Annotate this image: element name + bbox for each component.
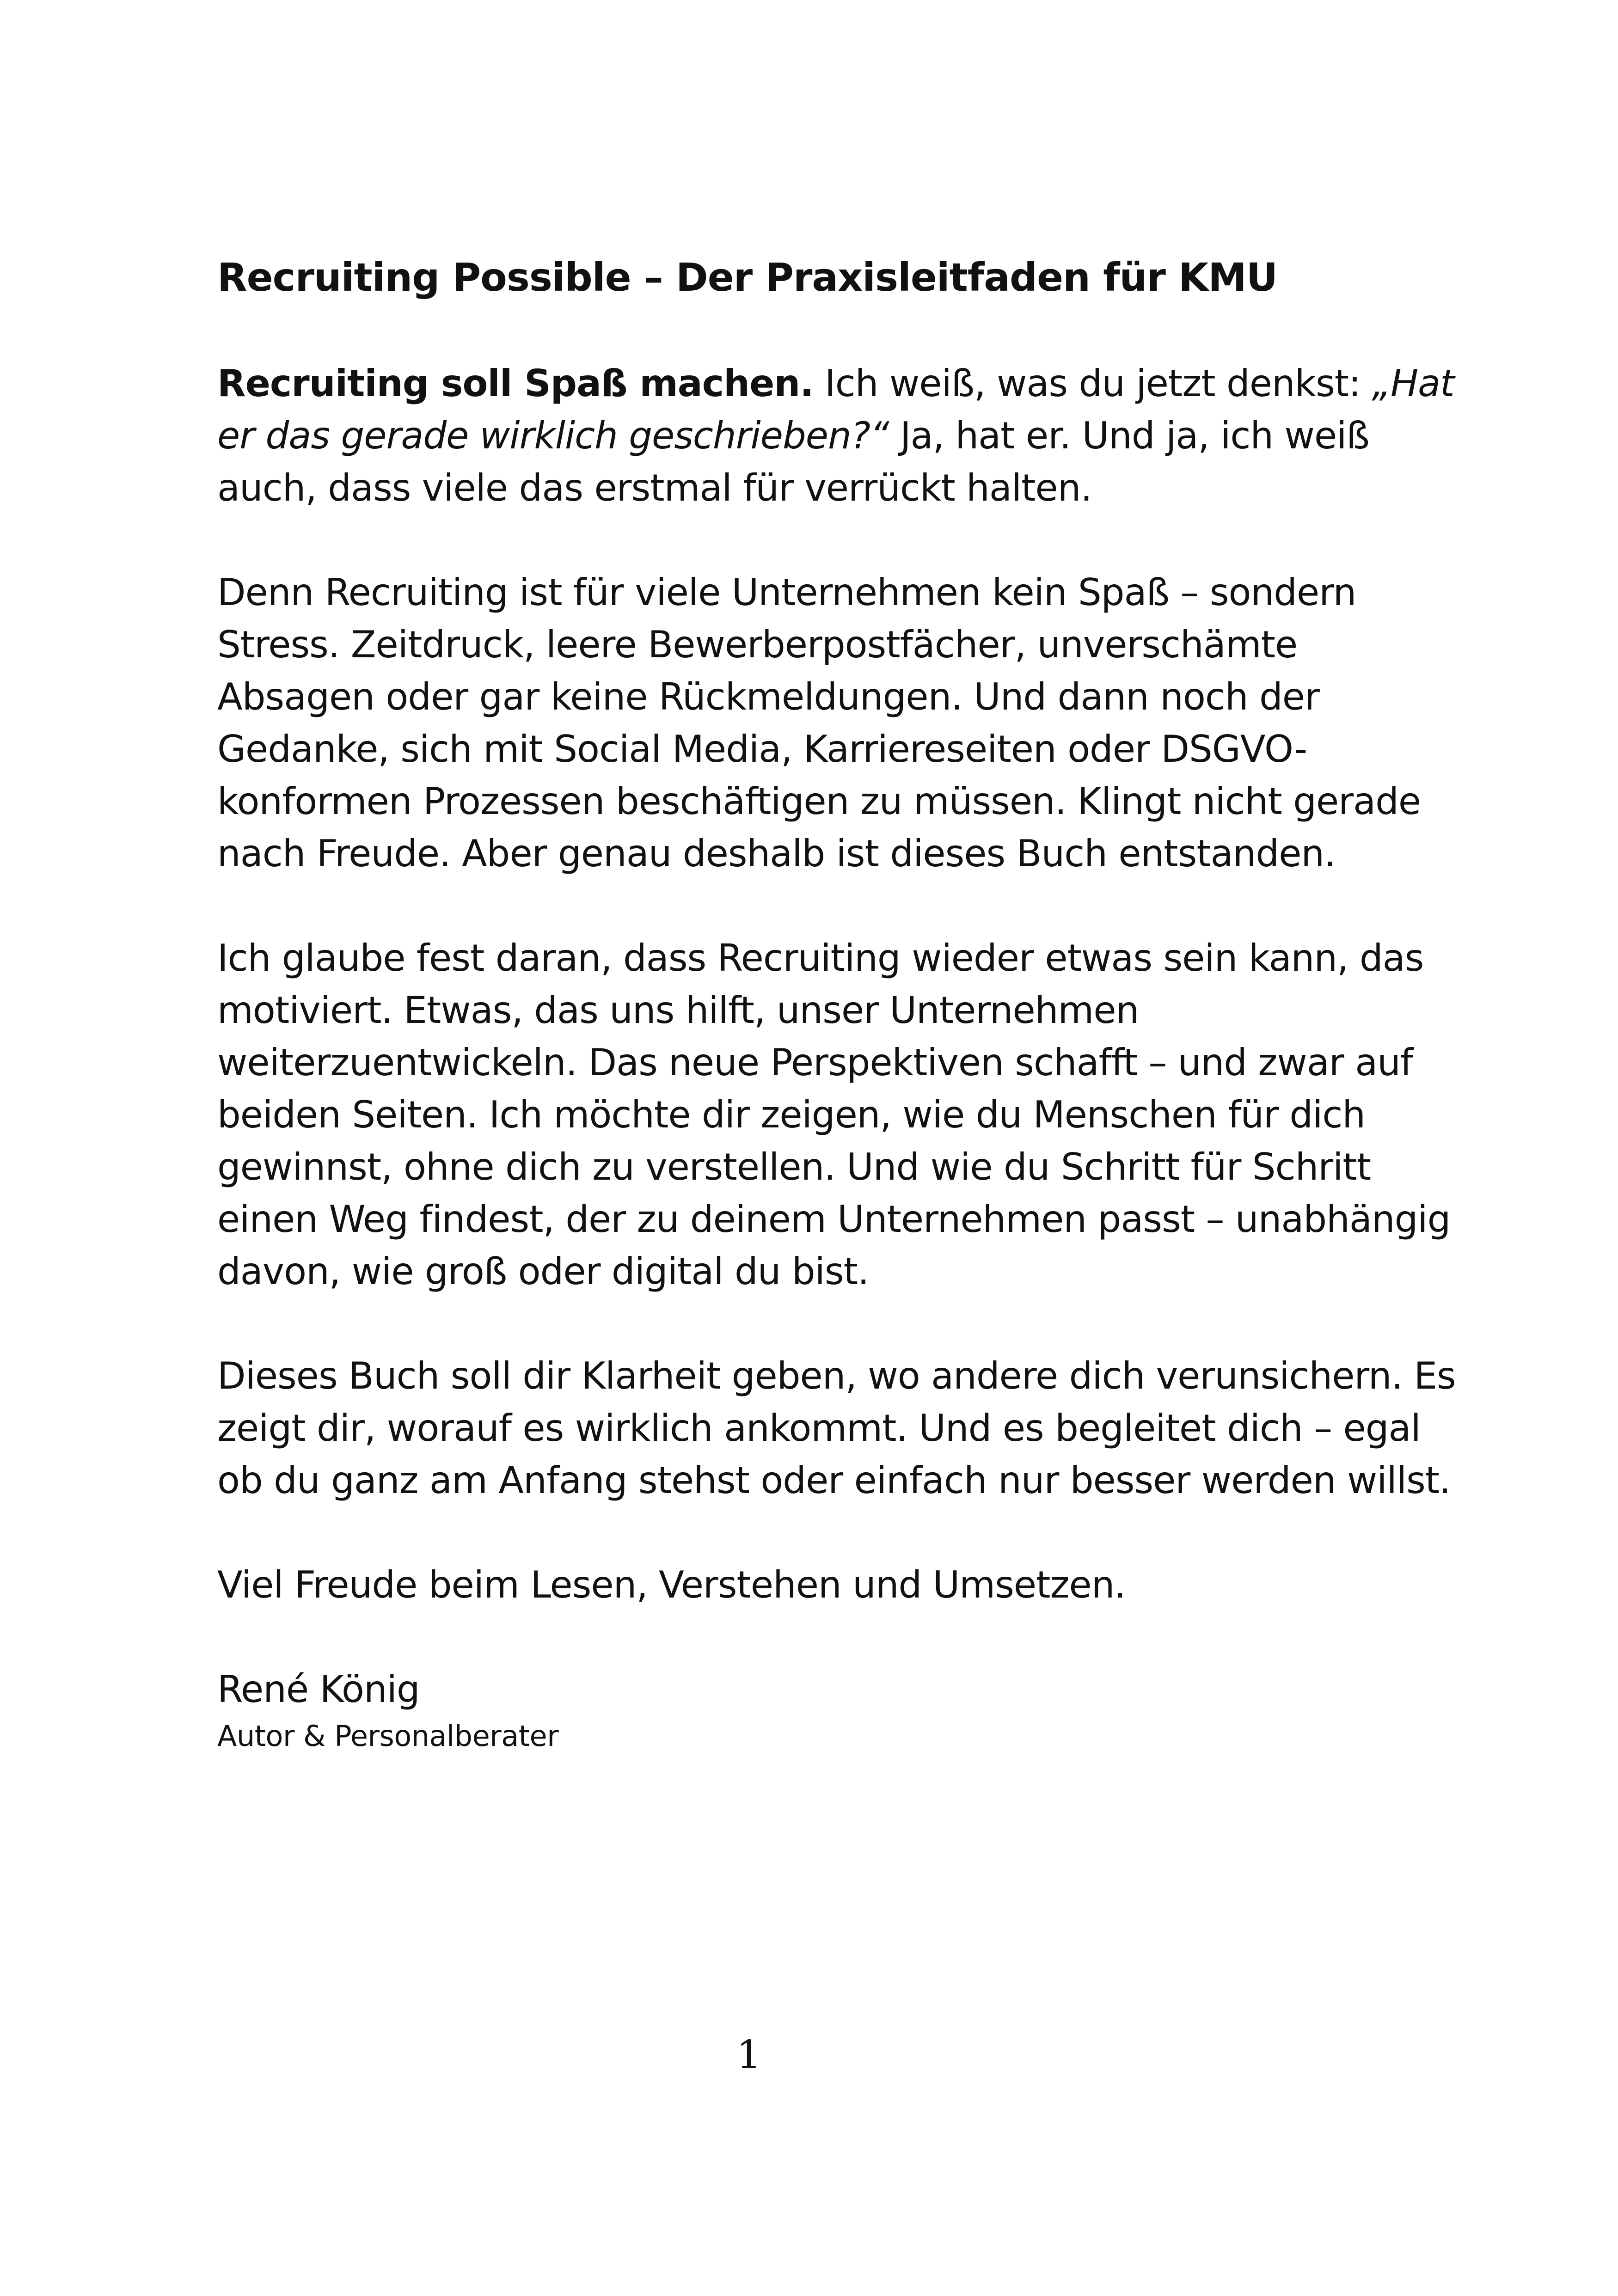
document-title: Recruiting Possible – Der Praxisleitfaden für KMU	[217, 255, 1278, 300]
page-number: 1	[736, 2032, 761, 2077]
intro-paragraph	[217, 357, 1465, 514]
author-name: René König	[217, 1668, 420, 1711]
paragraph-4: Viel Freude beim Lesen, Verstehen und Umsetzen.	[217, 1563, 1126, 1606]
intro-text-2: Ja, hat er. Und ja, ich weiß auch, dass viele das erstmal für verrückt halten.	[217, 414, 1369, 509]
page-content	[217, 250, 1465, 1757]
paragraph-1: Denn Recruiting ist für viele Unternehmen kein Spaß – sondern Stress. Zeitdruck, leere Bewerberpostfächer, unverschämte Absagen oder gar keine Rückmeldungen. Und dann noch der Gedanke, sich mit Social Media, Karriereseiten oder DSGVO-konformen Prozessen beschäftigen zu müssen. Klingt nicht gerade nach Freude. Aber genau deshalb ist dieses Buch entstanden.	[217, 571, 1421, 875]
intro-bold-lead: Recruiting soll Spaß machen.	[217, 362, 814, 405]
intro-text-1: Ich weiß, was du jetzt denkst:	[813, 362, 1372, 405]
paragraph-3: Dieses Buch soll dir Klarheit geben, wo andere dich verunsichern. Es zeigt dir, worauf es wirklich ankommt. Und es begleitet dich – egal ob du ganz am Anfang stehst oder einfach nur besser werden willst.	[217, 1354, 1456, 1502]
author-role: Autor & Personalberater	[217, 1719, 559, 1753]
paragraph-2: Ich glaube fest daran, dass Recruiting wieder etwas sein kann, das motiviert. Etwas, das uns hilft, unser Unternehmen weiterzuentwickeln. Das neue Perspektiven schafft – und zwar auf beiden Seiten. Ich möchte dir zeigen, wie du Menschen für dich gewinnst, ohne dich zu verstellen. Und wie du Schritt für Schritt einen Weg findest, der zu deinem Unternehmen passt – unabhängig davon, wie groß oder digital du bist.	[217, 937, 1451, 1293]
intro-italic-quote: „Hat er das gerade wirklich geschrieben?“	[217, 362, 1454, 457]
